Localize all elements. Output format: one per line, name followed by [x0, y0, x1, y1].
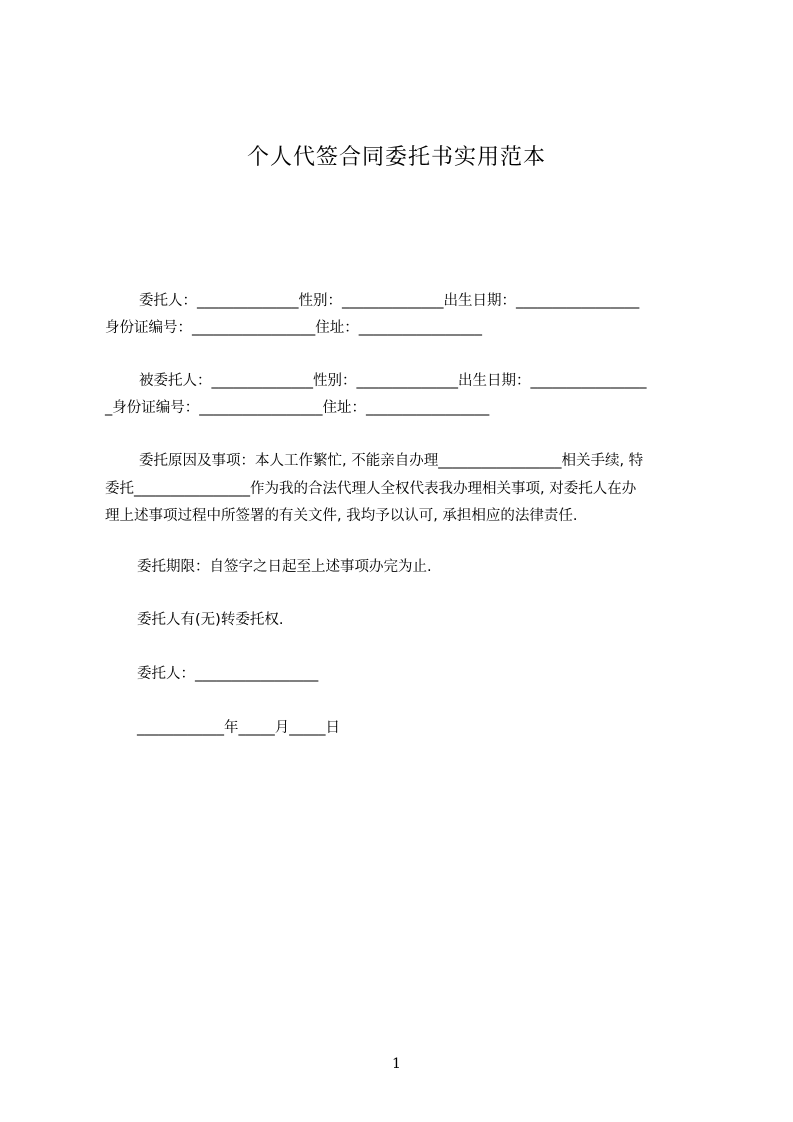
sub-delegation-line: 委托人有(无)转委托权. [137, 612, 284, 628]
matters-line-2: 委托________________作为我的合法代理人全权代表我办理相关事项, 对委托人在办 [105, 481, 637, 497]
agent-info-line-2: _身份证编号：_________________住址：_________________ [105, 400, 490, 416]
matters-line-1: 委托原因及事项：本人工作繁忙, 不能亲自办理_________________相关手续, 特 [139, 453, 644, 469]
signature-line: 委托人：_________________ [137, 666, 319, 682]
document-title: 个人代签合同委托书实用范本 [246, 145, 546, 170]
principal-info-line-1: 委托人：______________性别：______________出生日期：_________________ [139, 293, 640, 309]
page-number: 1 [392, 1056, 401, 1072]
matters-line-3: 理上述事项过程中所签署的有关文件, 我均予以认可, 承担相应的法律责任. [105, 508, 578, 524]
principal-info-line-2: 身份证编号：_________________住址：_________________ [105, 320, 482, 336]
agent-info-line-1: 被委托人：______________性别：______________出生日期：________________ [139, 373, 647, 389]
date-line: ____________年_____月_____日 [137, 720, 340, 736]
term-line: 委托期限：自签字之日起至上述事项办完为止. [137, 559, 432, 575]
